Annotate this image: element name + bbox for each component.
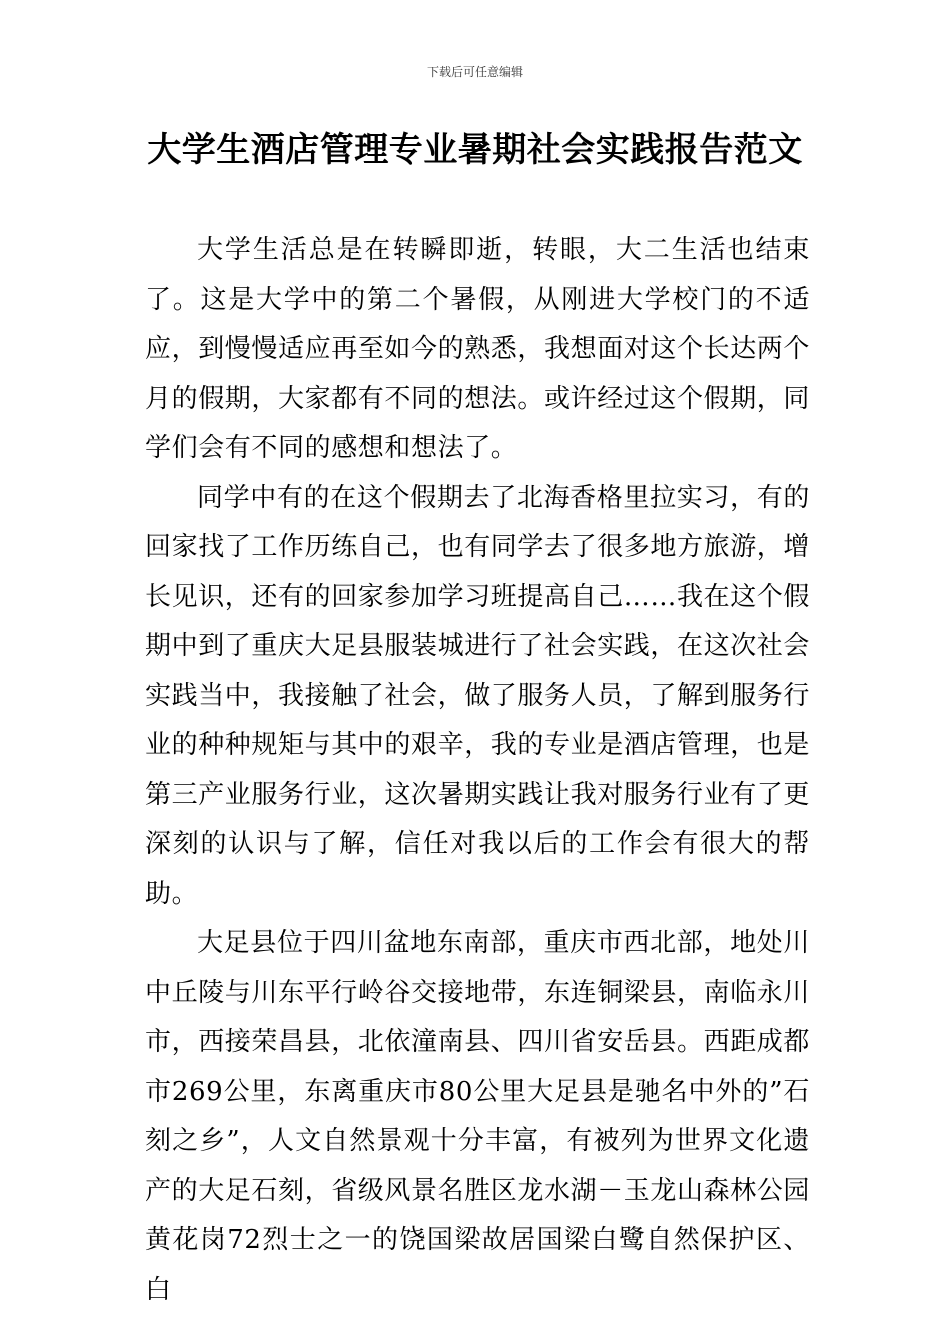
paragraph-dazu-county: 大足县位于四川盆地东南部，重庆市西北部，地处川中丘陵与川东平行岭谷交接地带，东连铜梁县，南临永川市，西接荣昌县，北依潼南县、四川省安岳县。西距成都市269公里，东离重庆市80公里大足县是驰名中外的”石刻之乡”，人文自然景观十分丰富，有被列为世界文化遗产的大足石刻，省级风景名胜区龙水湖－玉龙山森林公园黄花岗72烈士之一的饶国梁故居国梁白鹭自然保护区、白 xyxy=(145,928,811,1305)
header-note: 下载后可任意编辑 xyxy=(426,65,523,79)
paragraph-intro: 大学生活总是在转瞬即逝，转眼，大二生活也结束了。这是大学中的第二个暑假，从刚进大学校门的不适应，到慢慢适应再至如今的熟悉，我想面对这个长达两个月的假期，大家都有不同的想法。或许经过这个假期，同学们会有不同的感想和想法了。 xyxy=(145,235,811,463)
paragraph-classmates-summer: 同学中有的在这个假期去了北海香格里拉实习，有的回家找了工作历练自己，也有同学去了很多地方旅游，增长见识，还有的回家参加学习班提高自己……我在这个假期中到了重庆大足县服装城进行了社会实践，在这次社会实践当中，我接触了社会，做了服务人员，了解到服务行业的种种规矩与其中的艰辛，我的专业是酒店管理，也是第三产业服务行业，这次暑期实践让我对服务行业有了更深刻的认识与了解，信任对我以后的工作会有很大的帮助。 xyxy=(145,482,811,909)
document-body xyxy=(145,226,810,1315)
document-title: 大学生酒店管理专业暑期社会实践报告范文 xyxy=(147,130,803,170)
